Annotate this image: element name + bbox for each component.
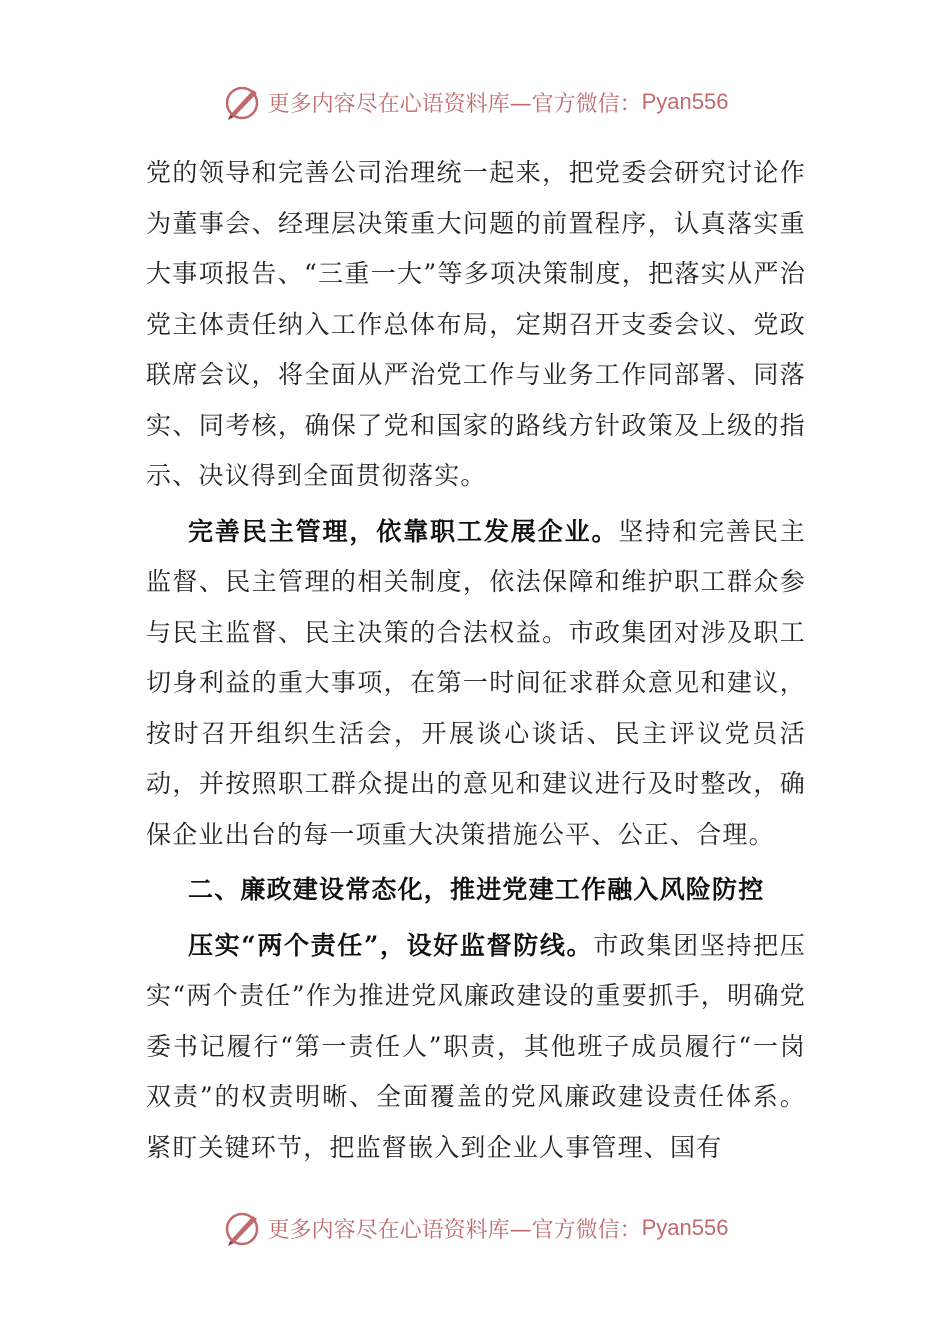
paragraph-lead: 压实“两个责任”，设好监督防线。 xyxy=(188,930,594,960)
banner-text: 更多内容尽在心语资料库—官方微信： xyxy=(267,1217,642,1243)
banner-text: 更多内容尽在心语资料库—官方微信： xyxy=(267,91,642,117)
banner-wechat-id: Pyan556 xyxy=(641,89,729,114)
footer-banner xyxy=(0,1208,950,1248)
paragraph-lead: 完善民主管理，依靠职工发展企业。 xyxy=(188,516,619,546)
pen-circle-logo-icon xyxy=(222,1208,262,1248)
paragraph-text: 坚持和完善民主监督、民主管理的相关制度，依法保障和维护职工群众参与民主监督、民主决策的合法权益。市政集团对涉及职工切身利益的重大事项，在第一时间征求群众意见和建议，按时召开组织生活会，开展谈心谈话、民主评议党员活动，并按照职工群众提出的意见和建议进行及时整改，确保企业出台的每一项重大决策措施公平、公正、合理。 xyxy=(146,516,807,849)
paragraph-text: 市政集团坚持把压实“两个责任”作为推进党风廉政建设的重要抓手，明确党委书记履行“第一责任人”职责，其他班子成员履行“一岗双责”的权责明晰、全面覆盖的党风廉政建设责任体系。紧盯关键环节，把监督嵌入到企业人事管理、国有 xyxy=(146,930,806,1162)
paragraph-text: 党的领导和完善公司治理统一起来，把党委会研究讨论作为董事会、经理层决策重大问题的前置程序，认真落实重大事项报告、“三重一大”等多项决策制度，把落实从严治党主体责任纳入工作总体布局，定期召开支委会议、党政联席会议，将全面从严治党工作与业务工作同部署、同落实、同考核，确保了党和国家的路线方针政策及上级的指示、决议得到全面贯彻落实。 xyxy=(146,158,806,490)
banner-wechat-id: Pyan556 xyxy=(641,1215,729,1240)
body-text xyxy=(146,148,806,1173)
paragraph xyxy=(146,921,806,1174)
pen-circle-logo-icon xyxy=(222,82,262,122)
paragraph xyxy=(146,148,806,502)
section-heading: 二、廉政建设常态化，推进党建工作融入风险防控 xyxy=(188,875,765,904)
paragraph xyxy=(146,507,806,861)
header-banner xyxy=(0,82,950,122)
